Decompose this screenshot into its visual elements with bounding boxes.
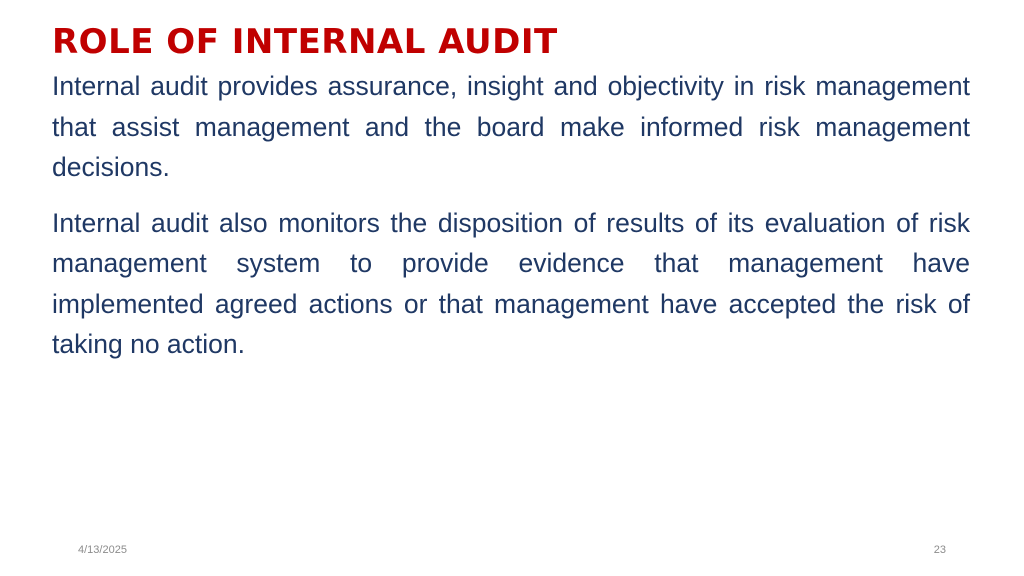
- footer-date: 4/13/2025: [78, 544, 127, 556]
- paragraph-assurance: Internal audit provides assurance, insight and objectivity in risk management that assist management and the board make informed risk management decisions.: [52, 71, 970, 182]
- slide-body: [52, 66, 970, 365]
- paragraph-monitoring: Internal audit also monitors the disposition of results of its evaluation of risk management system to provide evidence that management have implemented agreed actions or that management have accepted the risk of taking no action.: [52, 207, 970, 359]
- slide-title: ROLE OF INTERNAL AUDIT: [52, 22, 558, 62]
- footer-page-number: 23: [933, 544, 946, 556]
